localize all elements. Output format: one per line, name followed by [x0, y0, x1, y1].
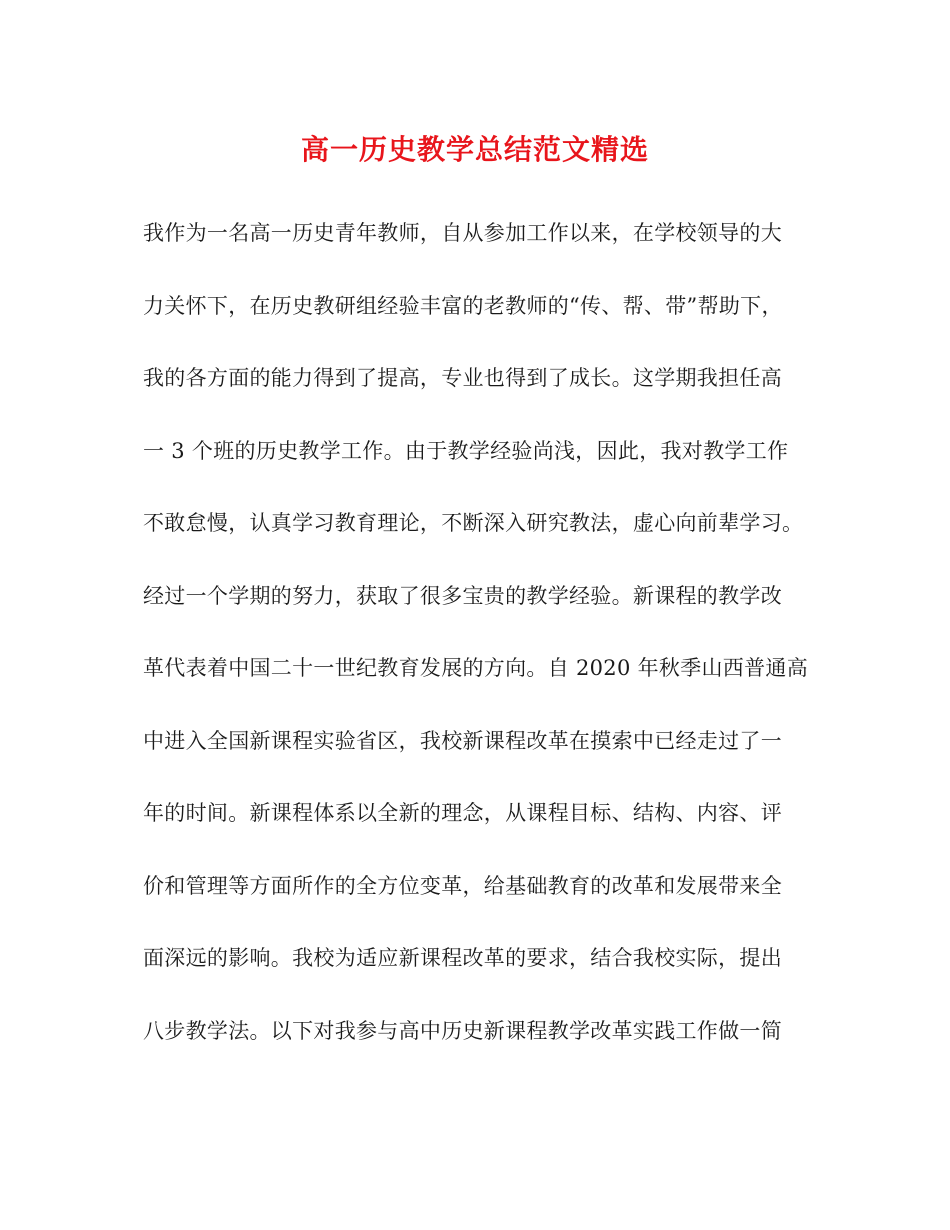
body-line: 我的各方面的能力得到了提高，专业也得到了成长。这学期我担任高: [143, 366, 782, 390]
body-line: 中进入全国新课程实验省区，我校新课程改革在摸索中已经走过了一: [143, 728, 782, 753]
body-line: 八步教学法。以下对我参与高中历史新课程教学改革实践工作做一简: [143, 1018, 782, 1043]
body-line: 面深远的影响。我校为适应新课程改革的要求，结合我校实际，提出: [143, 946, 782, 970]
body-line: 不敢怠慢，认真学习教育理论，不断深入研究教法，虚心向前辈学习。: [143, 511, 804, 535]
document-body: [143, 213, 823, 1083]
body-line: 价和管理等方面所作的全方位变革，给基础教育的改革和发展带来全: [143, 873, 782, 898]
body-line: 一 3 个班的历史教学工作。由于教学经验尚浅，因此，我对教学工作: [143, 438, 789, 463]
body-line: 经过一个学期的努力，获取了很多宝贵的教学经验。新课程的教学改: [143, 583, 782, 608]
body-line: 年的时间。新课程体系以全新的理念，从课程目标、结构、内容、评: [143, 801, 782, 825]
body-line: 革代表着中国二十一世纪教育发展的方向。自 2020 年秋季山西普通高: [143, 656, 808, 680]
body-line: 力关怀下，在历史教研组经验丰富的老教师的“传、帮、带”帮助下，: [143, 293, 783, 318]
body-line: 我作为一名高一历史青年教师，自从参加工作以来，在学校领导的大: [143, 221, 782, 245]
document-title: 高一历史教学总结范文精选: [300, 133, 649, 166]
